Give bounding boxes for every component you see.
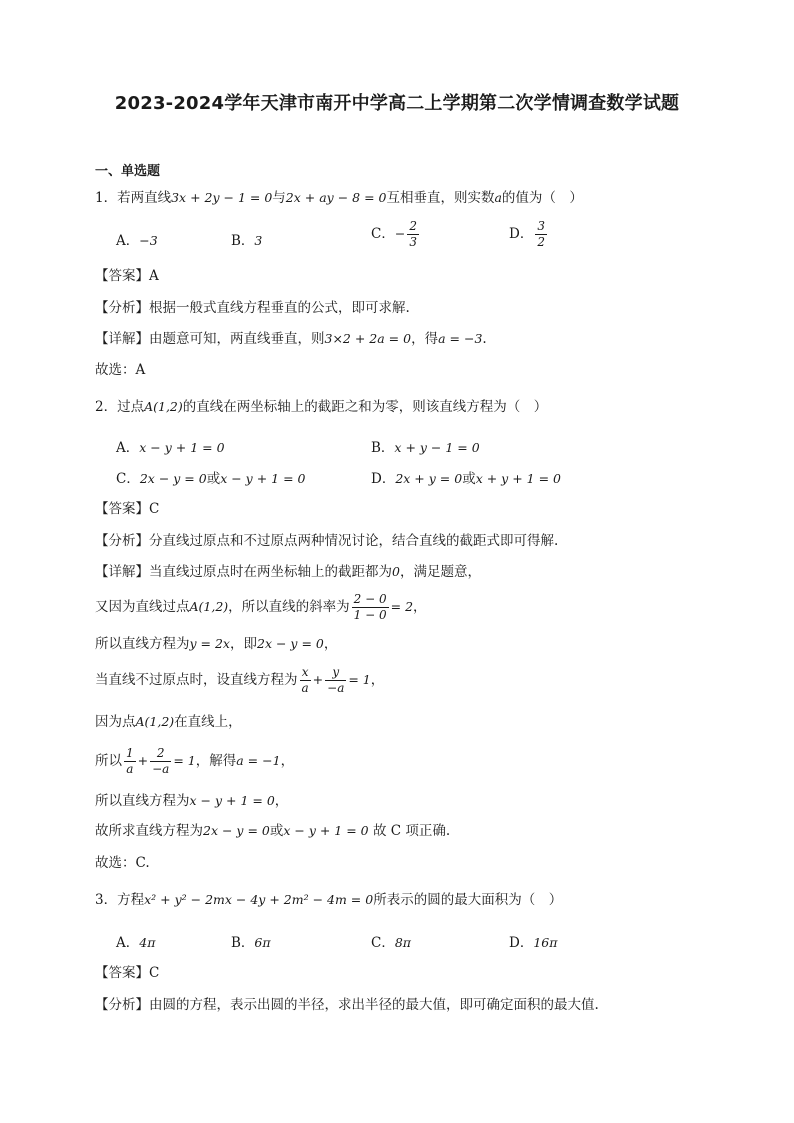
q3-stem: 3．方程x² + y² − 2mx − 4y + 2m² − 4m = 0所表示的圆的最大面积为（ ） (95, 892, 563, 908)
slope-fraction: $\frac{2 - 0}{1 - 0}$ (353, 592, 387, 622)
detail-tag: 【详解】 (95, 331, 149, 347)
detail-tag: 【详解】 (95, 564, 149, 580)
q3-option-d: D．16π (509, 935, 558, 951)
q3-option-c: C．8π (371, 935, 412, 951)
analysis-tag: 【分析】 (95, 300, 149, 316)
q1-analysis: 【分析】根据一般式直线方程垂直的公式，即可求解. (95, 300, 410, 316)
answer-tag: 【答案】 (95, 268, 149, 284)
q1-option-d-fraction: $\frac{3}{2}$ (537, 219, 545, 249)
q2-detail-line-4: 当直线不过原点时，设直线方程为 $\frac{x}{a}$ + $\frac{y}{-a}$ = 1， (95, 665, 385, 695)
q2-detail-line-3: 所以直线方程为y = 2x，即2x − y = 0， (95, 636, 338, 652)
q2-detail-line-8: 故所求直线方程为2x − y = 0或x − y + 1 = 0 故 C 项正确. (95, 823, 451, 839)
q2-detail-line-5: 因为点A(1,2)在直线上， (95, 714, 242, 730)
q3-answer: 【答案】C (95, 965, 160, 981)
q1-stem (95, 189, 583, 207)
q1-stem-b: 互相垂直，则实数 (386, 190, 495, 206)
q1-detail: 【详解】由题意可知，两直线垂直，则3×2 + 2a = 0，得a = −3. (95, 331, 487, 347)
q3-equation: x² + y² − 2mx − 4y + 2m² − 4m = 0 (144, 892, 374, 907)
q1-option-b: B．3 (231, 233, 263, 249)
q1-stem-c: 的值为（ ） (501, 190, 583, 206)
section-heading: 一、单选题 (95, 164, 161, 179)
q2-analysis: 【分析】分直线过原点和不过原点两种情况讨论，结合直线的截距式即可得解. (95, 533, 559, 549)
q1-option-c-fraction: $\frac{2}{3}$ (409, 219, 417, 249)
q1-eq1: 3x + 2y − 1 = 0 (171, 190, 273, 205)
q2-detail-line-6: 所以 $\frac{1}{a}$ + $\frac{2}{-a}$ = 1，解得a = −1， (95, 746, 295, 776)
q1-answer: 【答案】A (95, 268, 159, 284)
q2-point: A(1,2) (144, 399, 183, 414)
q2-option-a: A．x − y + 1 = 0 (116, 440, 225, 456)
q2-detail-line-2: 又因为直线过点A(1,2)，所以直线的斜率为 $\frac{2 - 0}{1 - 0}$ = 2， (95, 592, 427, 622)
q1-option-a: A．−3 (116, 233, 158, 249)
q1-var: a (494, 190, 502, 205)
q1-option-c: C．− $\frac{2}{3}$ (371, 219, 417, 249)
q1-choose: 故选：A (95, 362, 146, 378)
q2-detail: 【详解】当直线过原点时在两坐标轴上的截距都为0，满足题意， (95, 564, 481, 580)
q2-option-c: C．2x − y = 0或x − y + 1 = 0 (116, 471, 306, 487)
q2-detail-line-7: 所以直线方程为x − y + 1 = 0， (95, 793, 289, 809)
q2-option-d: D．2x + y = 0或x + y + 1 = 0 (371, 471, 561, 487)
q2-choose: 故选：C. (95, 855, 150, 871)
q3-option-b: B．6π (231, 935, 271, 951)
q3-analysis: 【分析】由圆的方程，表示出圆的半径，求出半径的最大值，即可确定面积的最大值. (95, 997, 599, 1013)
answer-tag: 【答案】 (95, 501, 149, 517)
q1-mid: 与 (272, 190, 286, 206)
page-title: 2023-2024学年天津市南开中学高二上学期第二次学情调查数学试题 (114, 93, 680, 114)
q1-option-d: D． $\frac{3}{2}$ (509, 219, 545, 249)
q3-option-a: A．4π (116, 935, 156, 951)
q2-stem: 2．过点A(1,2)的直线在两坐标轴上的截距之和为零，则该直线方程为（ ） (95, 399, 548, 415)
answer-tag: 【答案】 (95, 965, 149, 981)
analysis-tag: 【分析】 (95, 997, 149, 1013)
q2-option-b: B．x + y − 1 = 0 (371, 440, 480, 456)
analysis-tag: 【分析】 (95, 533, 149, 549)
q1-stem-a: 1．若两直线 (95, 190, 172, 206)
q1-eq2: 2x + ay − 8 = 0 (285, 190, 387, 205)
q2-answer: 【答案】C (95, 501, 160, 517)
